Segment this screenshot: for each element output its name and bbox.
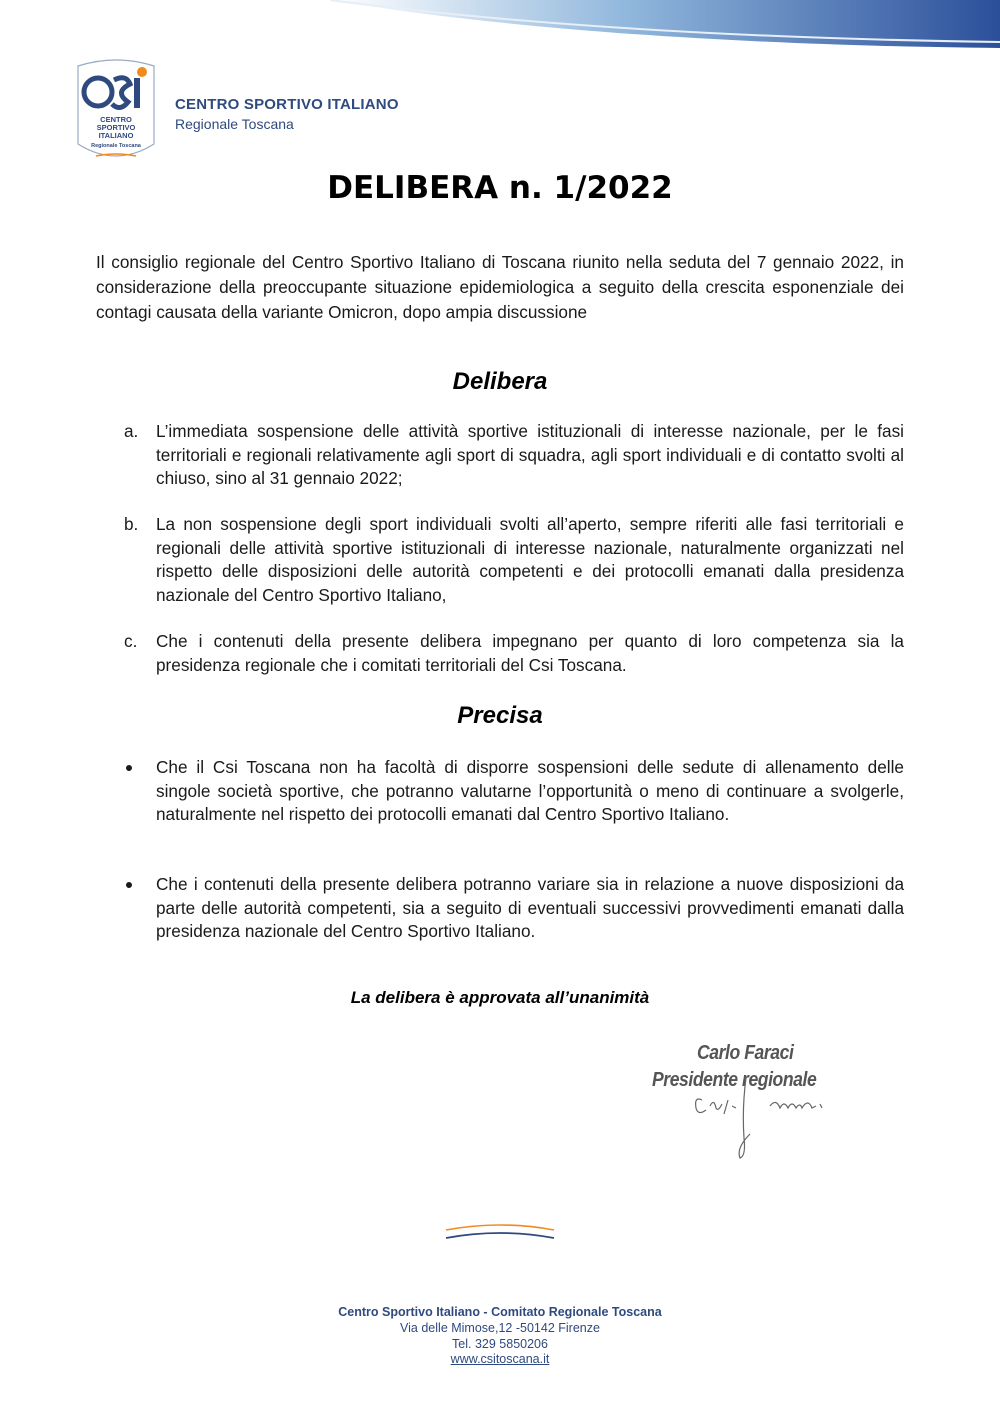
item-marker: a.	[124, 421, 139, 441]
item-marker: c.	[124, 631, 138, 651]
signer-title: Presidente regionale	[652, 1069, 817, 1091]
footer-address: Via delle Mimose,12 -50142 Firenze	[400, 1321, 600, 1335]
document-title: DELIBERA n. 1/2022	[327, 170, 673, 206]
logo-line-2: SPORTIVO	[96, 123, 136, 132]
item-text: La non sospensione degli sport individuali svolti all’aperto, sempre riferiti alle fasi territoriali e regionali delle attività sportive istituzionali di interesse nazionale, naturalmente organizzati nel rispetto delle disposizioni delle autorità competenti e dei protocolli emanati dalla presidenza nazionale del Centro Sportivo Italiano,	[156, 514, 904, 605]
item-text: Che i contenuti della presente delibera impegnano per quanto di loro competenza sia la presidenza regionale che i comitati territoriali del Csi Toscana.	[156, 631, 904, 675]
item-text: Che i contenuti della presente delibera potranno variare sia in relazione a nuove disposizioni da parte delle autorità competenti, sia a seguito di eventuali successivi provvedimenti emanati dalla presidenza nazionale del Centro Sportivo Italiano.	[156, 874, 904, 941]
bullet-icon	[126, 882, 132, 888]
org-region: Regionale Toscana	[175, 116, 294, 132]
logo-line-4: Regionale Toscana	[91, 143, 141, 149]
item-marker: b.	[124, 514, 139, 534]
delibera-item	[96, 513, 904, 607]
csi-logo-icon	[74, 56, 158, 168]
approval-statement: La delibera è approvata all’unanimità	[350, 988, 650, 1007]
handwritten-signature-icon	[650, 1038, 850, 1163]
footer-phone: Tel. 329 5850206	[452, 1337, 548, 1351]
footer-org: Centro Sportivo Italiano - Comitato Regionale Toscana	[338, 1305, 662, 1319]
item-text: L’immediata sospensione delle attività sportive istituzionali di interesse nazionale, per le fasi territoriali e regionali relativamente agli sport di squadra, agli sport individuali e di contatto svolti al chiuso, sino al 31 gennaio 2022;	[156, 421, 904, 488]
item-text: Che il Csi Toscana non ha facoltà di disporre sospensioni delle sedute di allenamento delle singole società sportive, che potranno valutarne l’opportunità o meno di continuare a svolgerle, naturalmente nel rispetto dei protocolli emanati dal Centro Sportivo Italiano.	[156, 757, 904, 824]
bullet-icon	[126, 765, 132, 771]
delibera-item	[96, 630, 904, 677]
signature-block	[650, 1038, 850, 1163]
precisa-item	[96, 756, 904, 827]
logo-line-1: CENTRO	[100, 115, 132, 124]
delibera-item	[96, 420, 904, 491]
intro-paragraph: Il consiglio regionale del Centro Sportivo Italiano di Toscana riunito nella seduta del 7 gennaio 2022, in considerazione della preoccupante situazione epidemiologica a seguito della crescita esponenziale dei contagi causata della variante Omicron, dopo ampia discussione	[96, 252, 904, 322]
footer-website-link[interactable]: www.csitoscana.it	[450, 1352, 550, 1366]
csi-logo	[74, 56, 158, 168]
footer-swoosh-graphic	[444, 1220, 556, 1242]
org-name: CENTRO SPORTIVO ITALIANO	[175, 96, 399, 113]
signer-name: Carlo Faraci	[697, 1042, 794, 1064]
delibera-heading: Delibera	[452, 368, 548, 395]
precisa-heading: Precisa	[457, 702, 543, 729]
logo-line-3: ITALIANO	[98, 131, 134, 140]
precisa-item	[96, 873, 904, 944]
